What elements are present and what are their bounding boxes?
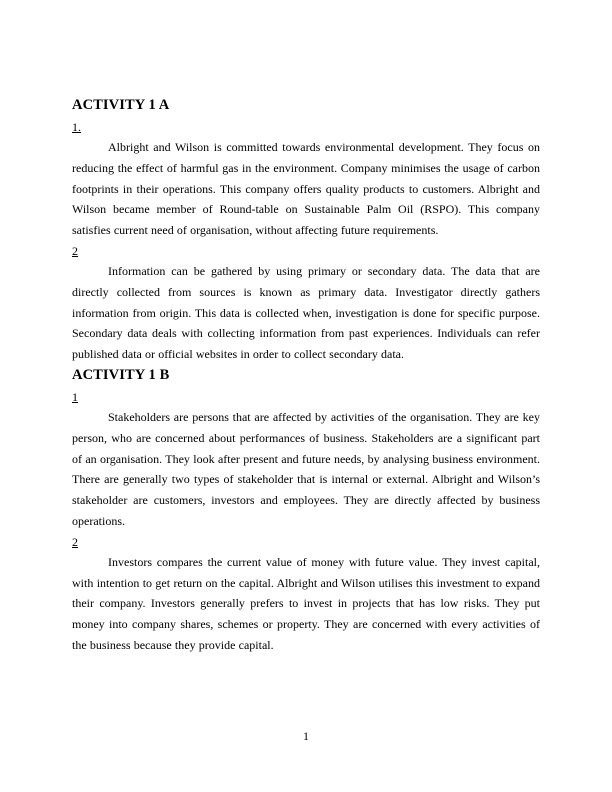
activity-1b-heading: ACTIVITY 1 B [72,366,170,383]
page-number: 1 [303,729,309,743]
activity-1a-item-2-number: 2 [72,243,78,258]
activity-1a-item-2-paragraph: Information can be gathered by using primary or secondary data. The data that are directly collected from sources is known as primary data. Investigator directly gathers information from origin. This data is collected when, investigation is done for specific purpose. Secondary data deals with collecting information from past experiences. Individuals can refer published data or official websites in order to collect secondary data. [72,263,540,362]
activity-1b-item-1-number: 1 [72,389,78,404]
activity-1b-item-2-paragraph: Investors compares the current value of money with future value. They invest capital, with intention to get return on the capital. Albright and Wilson utilises this investment to expand their company. Investors generally prefers to invest in projects that has low risks. They put money into company shares, schemes or property. They are concerned with every activities of the business because they provide capital. [72,554,540,652]
document-body [72,95,540,656]
activity-1b-item-1-paragraph: Stakeholders are persons that are affected by activities of the organisation. They are key person, who are concerned about performances of business. Stakeholders are a significant part of an organisation. They look after present and future needs, by analysing business environment. There are generally two types of stakeholder that is internal or external. Albright and Wilson’s stakeholder are customers, investors and employees. They are directly affected by business operations. [72,409,540,528]
activity-1a-item-1-paragraph: Albright and Wilson is committed towards environmental development. They focus on reducing the effect of harmful gas in the environment. Company minimises the usage of carbon footprints in their operations. This company offers quality products to customers. Albright and Wilson became member of Round-table on Sustainable Palm Oil (RSPO). This company satisfies current need of organisation, without affecting future requirements. [72,140,540,238]
activity-1a-item-1-number: 1. [72,120,81,134]
activity-1b-item-2-number: 2 [72,534,78,549]
activity-1a-heading: ACTIVITY 1 A [72,97,170,113]
